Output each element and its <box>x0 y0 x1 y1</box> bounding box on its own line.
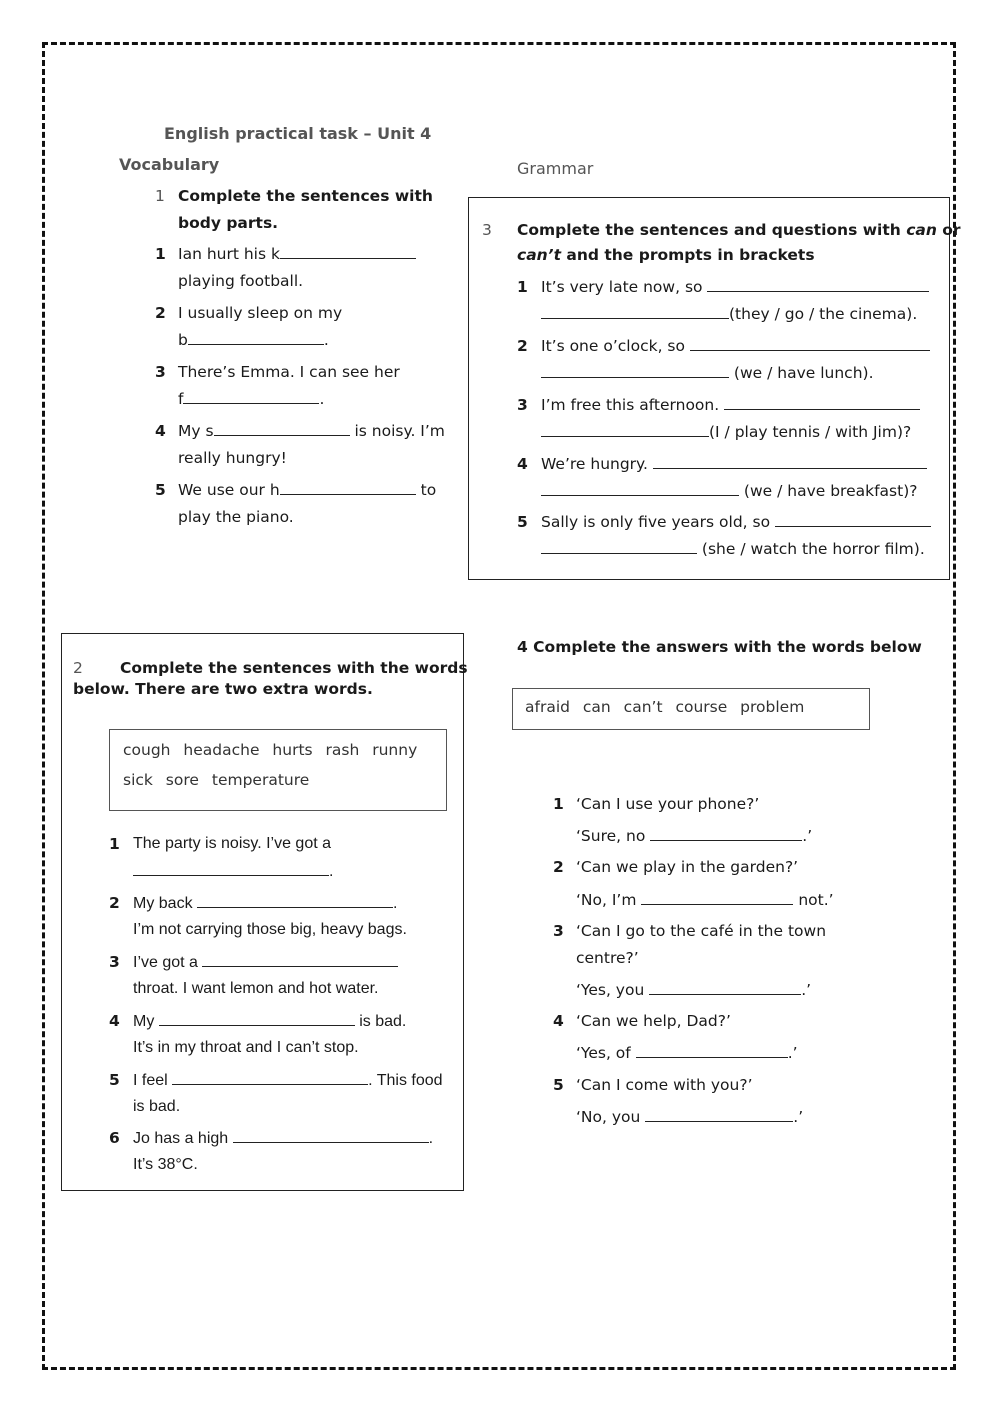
ex3-instruction-line1 <box>517 220 961 240</box>
ex2-item-2-line1 <box>133 893 397 914</box>
ex1-item-4-line1 <box>178 421 445 441</box>
ex3-item-1-prompt: (they / go / the cinema). <box>729 305 918 323</box>
ex1-item-2-end: . <box>323 331 329 349</box>
ex3-item-2-prompt: (we / have lunch). <box>729 364 874 382</box>
ex4-item-1-end: .’ <box>802 827 813 845</box>
ex1-number: 1 <box>155 187 165 205</box>
ex1-item-3-end: . <box>319 390 325 408</box>
ex1-item-4-end: is noisy. I’m <box>349 422 445 440</box>
ex1-item-number: 3 <box>155 363 166 381</box>
ex4-item-2-end: not.’ <box>793 891 834 909</box>
ex3-cant-word: can’t <box>517 246 561 264</box>
answer-blank[interactable] <box>183 389 319 404</box>
ex2-instruction-line2: below. There are two extra words. <box>73 680 373 698</box>
answer-blank[interactable] <box>541 539 697 554</box>
ex3-item-4-prompt: (we / have breakfast)? <box>739 482 918 500</box>
ex1-item-5-line1 <box>178 480 436 500</box>
ex2-instruction-line1: Complete the sentences with the words <box>120 659 468 677</box>
ex1-item-4-line2: really hungry! <box>178 449 287 467</box>
ex2-item-4-end: is bad. <box>354 1013 407 1030</box>
ex4-item-3-text: ‘Yes, you <box>576 981 645 999</box>
answer-blank[interactable] <box>707 277 929 292</box>
ex4-item-number: 3 <box>553 922 564 940</box>
ex4-item-number: 2 <box>553 858 564 876</box>
ex2-words-line1: cough headache hurts rash runny <box>123 741 418 759</box>
ex2-item-6-end: . <box>428 1130 434 1147</box>
ex3-or-word: or <box>936 221 961 239</box>
ex2-item-2-end: . <box>393 895 398 912</box>
ex1-item-5-end: to <box>415 481 437 499</box>
answer-blank[interactable] <box>280 244 416 259</box>
ex3-item-number: 5 <box>517 513 528 531</box>
ex2-item-number: 6 <box>109 1129 120 1147</box>
ex3-item-number: 2 <box>517 337 528 355</box>
ex4-item-2-text: ‘No, I’m <box>576 891 637 909</box>
ex2-number: 2 <box>73 659 83 677</box>
answer-blank[interactable] <box>188 330 324 345</box>
ex4-item-1-answer <box>576 826 812 846</box>
ex1-instruction-line1: Complete the sentences with <box>178 187 433 205</box>
ex4-item-1-question: ‘Can I use your phone?’ <box>576 795 760 813</box>
ex1-item-2-letter: b <box>178 331 188 349</box>
grammar-label: Grammar <box>517 159 594 178</box>
ex4-item-4-text: ‘Yes, of <box>576 1044 631 1062</box>
answer-blank[interactable] <box>159 1011 355 1026</box>
ex4-item-3-question-line2: centre?’ <box>576 949 639 967</box>
ex4-item-5-end: .’ <box>793 1108 804 1126</box>
ex1-item-3-line1: There’s Emma. I can see her <box>178 363 400 381</box>
ex2-item-1-line1: The party is noisy. I’ve got a <box>133 835 332 852</box>
ex4-words: afraid can can’t course problem <box>525 698 805 716</box>
ex2-item-4-line1 <box>133 1011 406 1032</box>
ex4-item-3-question: ‘Can I go to the café in the town <box>576 922 827 940</box>
ex2-item-number: 2 <box>109 894 120 912</box>
ex1-item-5-text: We use our h <box>178 481 280 499</box>
ex3-item-2-text: It’s one o’clock, so <box>541 337 685 355</box>
ex1-item-1-text: Ian hurt his k <box>178 245 280 263</box>
ex1-item-2-line1: I usually sleep on my <box>178 304 343 322</box>
ex3-item-3-prompt: (I / play tennis / with Jim)? <box>709 423 912 441</box>
page-title: English practical task – Unit 4 <box>164 124 432 143</box>
answer-blank[interactable] <box>202 952 398 967</box>
answer-blank[interactable] <box>541 422 709 437</box>
ex3-item-4-text: We’re hungry. <box>541 455 648 473</box>
answer-blank[interactable] <box>641 890 793 905</box>
ex2-item-number: 1 <box>109 835 120 853</box>
ex3-item-1-line1 <box>541 277 929 297</box>
ex4-instruction: 4 Complete the answers with the words below <box>517 638 922 656</box>
ex2-item-4-text: My <box>133 1013 155 1030</box>
ex3-item-1-line2 <box>541 304 917 324</box>
ex3-instruction-line2 <box>517 245 815 265</box>
ex3-item-3-line2 <box>541 422 911 442</box>
ex4-item-4-end: .’ <box>787 1044 798 1062</box>
answer-blank[interactable] <box>233 1128 429 1143</box>
answer-blank[interactable] <box>645 1107 793 1122</box>
answer-blank[interactable] <box>541 481 739 496</box>
ex2-item-1-line2 <box>133 861 333 882</box>
ex2-item-6-text: Jo has a high <box>133 1130 229 1147</box>
ex2-item-2-text: My back <box>133 895 193 912</box>
ex4-item-1-text: ‘Sure, no <box>576 827 646 845</box>
ex2-item-5-line1 <box>133 1070 443 1091</box>
ex4-item-5-text: ‘No, you <box>576 1108 641 1126</box>
ex3-number: 3 <box>482 221 492 239</box>
ex3-item-2-line1 <box>541 336 930 356</box>
ex2-item-5-line2: is bad. <box>133 1098 181 1115</box>
ex2-item-4-line2: It’s in my throat and I can’t stop. <box>133 1039 359 1056</box>
answer-blank[interactable] <box>541 304 729 319</box>
ex4-item-number: 1 <box>553 795 564 813</box>
vocabulary-label: Vocabulary <box>119 155 220 174</box>
ex4-item-3-end: .’ <box>801 981 812 999</box>
ex3-instruction-text: Complete the sentences and questions with <box>517 221 907 239</box>
ex3-instruction-tail: and the prompts in brackets <box>560 246 815 264</box>
ex3-item-number: 4 <box>517 455 528 473</box>
ex2-item-3-line1 <box>133 952 398 973</box>
ex1-item-3-letter: f <box>178 390 184 408</box>
answer-blank[interactable] <box>653 454 927 469</box>
ex3-item-3-line1 <box>541 395 920 415</box>
answer-blank[interactable] <box>690 336 930 351</box>
ex2-item-6-line1 <box>133 1128 433 1149</box>
ex4-item-4-answer <box>576 1043 798 1063</box>
ex2-item-6-line2: It’s 38°C. <box>133 1156 198 1173</box>
ex2-item-2-line2: I’m not carrying those big, heavy bags. <box>133 921 407 938</box>
answer-blank[interactable] <box>724 395 920 410</box>
ex2-item-5-end: . This food <box>368 1072 443 1089</box>
ex3-item-4-line2 <box>541 481 918 501</box>
ex3-item-5-text: Sally is only five years old, so <box>541 513 771 531</box>
ex4-item-2-question: ‘Can we play in the garden?’ <box>576 858 799 876</box>
answer-blank[interactable] <box>649 980 801 995</box>
answer-blank[interactable] <box>214 421 350 436</box>
ex2-item-number: 5 <box>109 1071 120 1089</box>
ex3-item-number: 1 <box>517 278 528 296</box>
ex1-item-number: 4 <box>155 422 166 440</box>
ex1-item-3-line2 <box>178 389 324 409</box>
ex3-item-5-prompt: (she / watch the horror film). <box>697 540 925 558</box>
ex4-item-5-answer <box>576 1107 803 1127</box>
answer-blank[interactable] <box>172 1070 368 1085</box>
ex2-item-number: 4 <box>109 1012 120 1030</box>
answer-blank[interactable] <box>775 512 931 527</box>
ex1-item-4-text: My s <box>178 422 214 440</box>
ex1-item-2-line2 <box>178 330 329 350</box>
ex4-item-number: 5 <box>553 1076 564 1094</box>
ex3-item-4-line1 <box>541 454 927 474</box>
ex4-item-4-question: ‘Can we help, Dad?’ <box>576 1012 731 1030</box>
ex1-item-1-line1 <box>178 244 416 264</box>
ex3-item-number: 3 <box>517 396 528 414</box>
ex1-instruction-line2: body parts. <box>178 214 279 232</box>
ex2-item-number: 3 <box>109 953 120 971</box>
answer-blank[interactable] <box>197 893 393 908</box>
ex3-item-5-line1 <box>541 512 931 532</box>
ex2-item-1-end: . <box>329 863 334 880</box>
ex2-item-3-line2: throat. I want lemon and hot water. <box>133 980 379 997</box>
ex2-item-5-text: I feel <box>133 1072 168 1089</box>
ex1-item-number: 5 <box>155 481 166 499</box>
ex4-item-number: 4 <box>553 1012 564 1030</box>
ex3-item-2-line2 <box>541 363 874 383</box>
ex3-item-5-line2 <box>541 539 925 559</box>
ex1-item-1-line2: playing football. <box>178 272 304 290</box>
answer-blank[interactable] <box>133 861 329 876</box>
ex3-item-1-text: It’s very late now, so <box>541 278 703 296</box>
ex4-item-5-question: ‘Can I come with you?’ <box>576 1076 753 1094</box>
ex3-can-word: can <box>906 221 937 239</box>
ex4-item-3-answer <box>576 980 811 1000</box>
ex2-words-line2: sick sore temperature <box>123 771 310 789</box>
ex3-item-3-text: I’m free this afternoon. <box>541 396 720 414</box>
ex4-item-2-answer <box>576 890 834 910</box>
answer-blank[interactable] <box>650 826 802 841</box>
answer-blank[interactable] <box>541 363 729 378</box>
ex1-item-5-line2: play the piano. <box>178 508 294 526</box>
ex2-item-3-text: I’ve got a <box>133 954 198 971</box>
answer-blank[interactable] <box>636 1043 788 1058</box>
answer-blank[interactable] <box>280 480 416 495</box>
ex1-item-number: 2 <box>155 304 166 322</box>
ex1-item-number: 1 <box>155 245 166 263</box>
